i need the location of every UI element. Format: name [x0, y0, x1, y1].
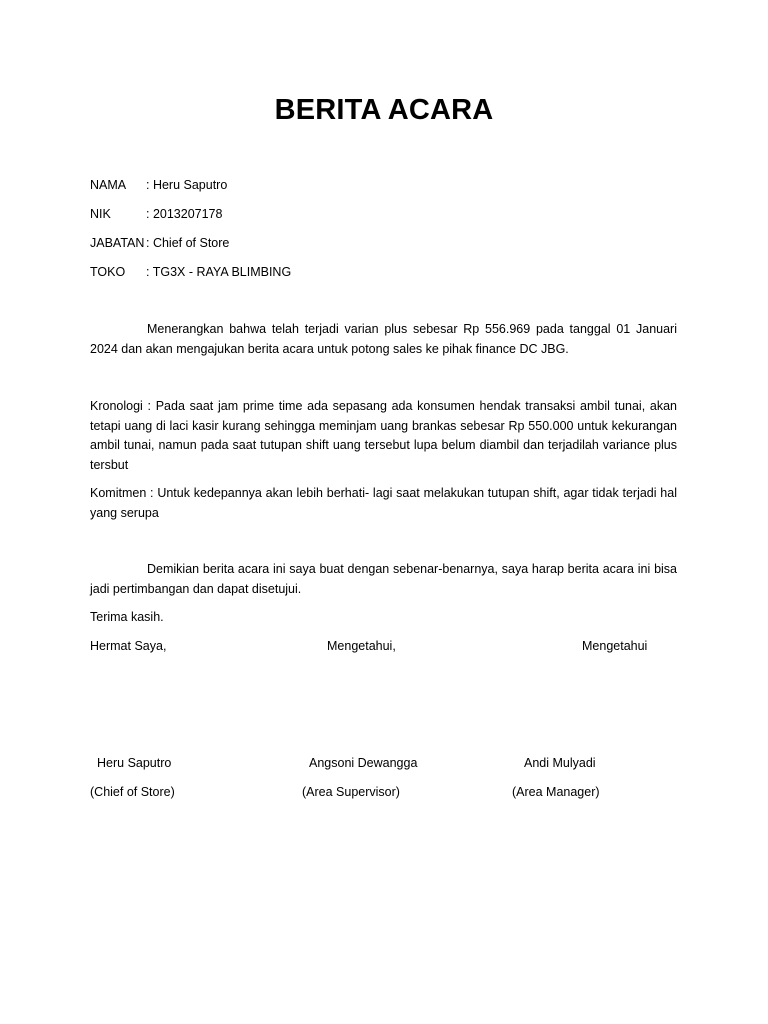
field-value: : Chief of Store	[146, 236, 230, 250]
signatory-name-1: Heru Saputro	[97, 756, 172, 770]
signatory-name-3: Andi Mulyadi	[524, 756, 596, 770]
thanks-text: Terima kasih.	[90, 610, 164, 624]
signatory-role-2: (Area Supervisor)	[302, 785, 400, 799]
signatory-name-2: Angsoni Dewangga	[309, 756, 418, 770]
kronologi-paragraph: Kronologi : Pada saat jam prime time ada sepasang ada konsumen hendak transaksi ambil tunai, akan tetapi uang di laci kasir kurang sehingga meminjam uang brankas sebesar Rp 550.000 untuk kekurangan ambil tunai, namun pada saat tutupan shift uang tersebut lupa belum diambil dan terjadilah variance plus tersbut	[90, 399, 677, 472]
document-title: BERITA ACARA	[274, 94, 494, 126]
field-nik	[90, 206, 222, 222]
signatory-role-3: (Area Manager)	[512, 785, 600, 799]
signature-heading-2: Mengetahui,	[327, 639, 396, 653]
signature-heading-3: Mengetahui	[582, 639, 648, 653]
signature-heading-1: Hermat Saya,	[90, 639, 167, 653]
field-label: NAMA	[90, 178, 127, 192]
statement-paragraph: Menerangkan bahwa telah terjadi varian plus sebesar Rp 556.969 pada tanggal 01 Januari 2024 dan akan mengajukan berita acara untuk potong sales ke pihak finance DC JBG.	[90, 322, 677, 356]
field-value: : Heru Saputro	[146, 178, 228, 192]
field-value: : TG3X - RAYA BLIMBING	[146, 265, 292, 279]
field-label: JABATAN	[90, 236, 145, 250]
field-label: NIK	[90, 207, 111, 221]
field-nama	[90, 177, 227, 193]
field-jabatan	[90, 235, 229, 251]
signatory-role-1: (Chief of Store)	[90, 785, 175, 799]
field-label: TOKO	[90, 265, 126, 279]
closing-paragraph: Demikian berita acara ini saya buat dengan sebenar-benarnya, saya harap berita acara ini bisa jadi pertimbangan dan dapat disetujui.	[90, 562, 677, 596]
field-toko	[90, 264, 291, 280]
field-value: : 2013207178	[146, 207, 223, 221]
komitmen-paragraph: Komitmen : Untuk kedepannya akan lebih berhati- lagi saat melakukan tutupan shift, agar tidak terjadi hal yang serupa	[90, 486, 677, 520]
